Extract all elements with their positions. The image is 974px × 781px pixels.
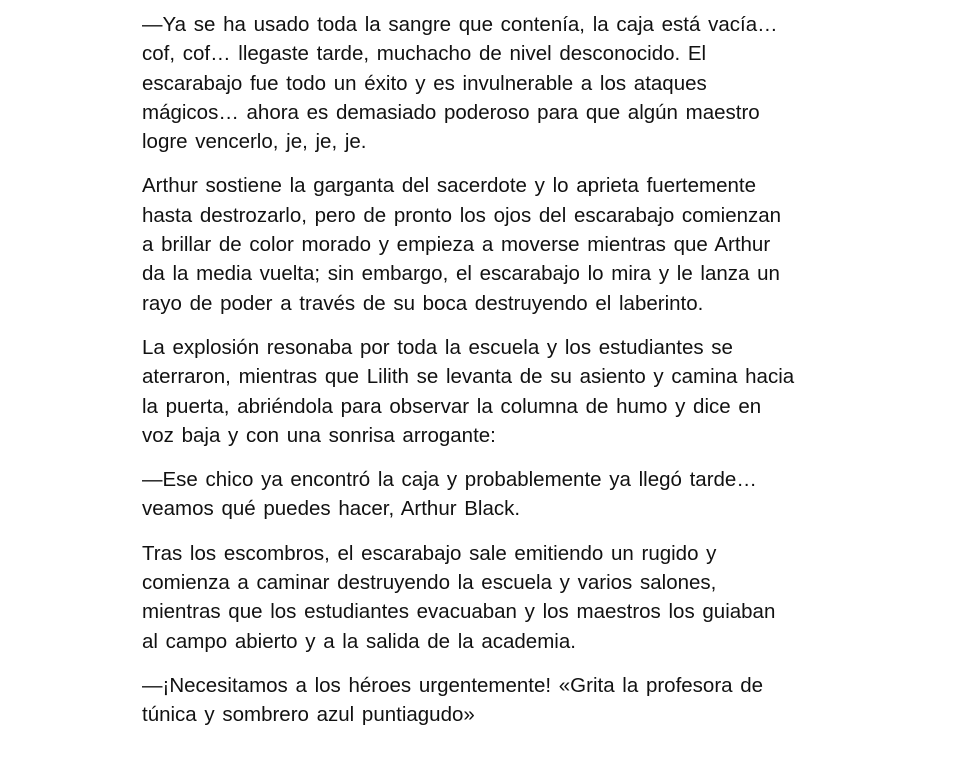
paragraph-arthur-attack (142, 171, 842, 317)
document-page (142, 10, 842, 745)
text-line: mientras que los estudiantes evacuaban y los maestros los guiaban (142, 600, 776, 624)
text-line: aterraron, mientras que Lilith se levanta de su asiento y camina hacia (142, 365, 795, 389)
text-line: cof, cof… llegaste tarde, muchacho de nivel desconocido. El (142, 42, 707, 66)
paragraph-beetle-rampage (142, 539, 842, 656)
text-line: hasta destrozarlo, pero de pronto los ojos del escarabajo comienzan (142, 203, 782, 227)
text-line: Arthur sostiene la garganta del sacerdote y lo aprieta fuertemente (142, 174, 756, 198)
text-line: La explosión resonaba por toda la escuela y los estudiantes se (142, 335, 733, 359)
paragraph-dialogue-priest (142, 10, 842, 156)
text-line: —¡Necesitamos a los héroes urgentemente! «Grita la profesora de (142, 673, 764, 697)
text-line: logre vencerlo, je, je, je. (142, 130, 367, 154)
text-line: da la media vuelta; sin embargo, el escarabajo lo mira y le lanza un (142, 262, 780, 286)
paragraph-dialogue-lilith (142, 465, 842, 524)
text-line: Tras los escombros, el escarabajo sale emitiendo un rugido y (142, 541, 717, 565)
text-line: al campo abierto y a la salida de la academia. (142, 629, 576, 653)
text-line: a brillar de color morado y empieza a moverse mientras que Arthur (142, 233, 771, 257)
text-line: mágicos… ahora es demasiado poderoso para que algún maestro (142, 100, 760, 124)
text-line: —Ese chico ya encontró la caja y probablemente ya llegó tarde… (142, 468, 757, 492)
text-line: —Ya se ha usado toda la sangre que contenía, la caja está vacía… (142, 13, 778, 36)
text-line: escarabajo fue todo un éxito y es invulnerable a los ataques (142, 71, 707, 95)
paragraph-dialogue-teacher (142, 671, 842, 730)
text-line: veamos qué puedes hacer, Arthur Black. (142, 497, 521, 521)
text-line: rayo de poder a través de su boca destruyendo el laberinto. (142, 291, 704, 315)
paragraph-explosion (142, 333, 842, 450)
text-line: voz baja y con una sonrisa arrogante: (142, 423, 496, 447)
text-line: túnica y sombrero azul puntiagudo» (142, 703, 475, 727)
text-line: la puerta, abriéndola para observar la columna de humo y dice en (142, 394, 762, 418)
text-line: comienza a caminar destruyendo la escuela y varios salones, (142, 571, 717, 595)
